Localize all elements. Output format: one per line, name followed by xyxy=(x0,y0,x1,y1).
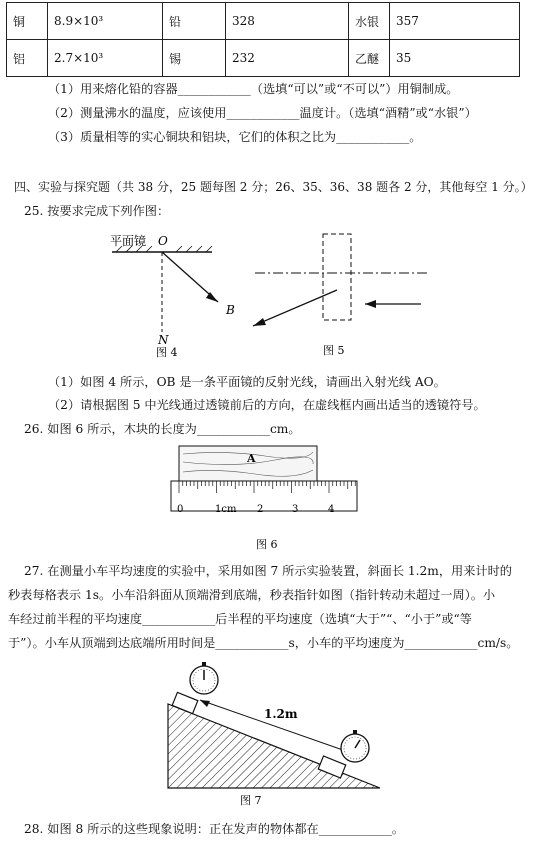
prev-question-part-1: （1）用来熔化铅的容器____________（选填“可以”或“不可以”）用铜制成。 xyxy=(48,82,459,96)
properties-table xyxy=(6,2,520,77)
ruler-tick-label: 4 xyxy=(328,504,335,515)
q25-part-1: （1）如图 4 所示，OB 是一条平面镜的反射光线，请画出入射光线 AO。 xyxy=(48,375,446,389)
table-cell: 2.7×10³ xyxy=(48,40,163,77)
mirror-label: 平面镜 xyxy=(110,234,147,248)
ruler-tick-label: 1cm xyxy=(215,504,237,515)
normal-n-label: N xyxy=(158,333,169,347)
ruler-tick-label: 3 xyxy=(292,504,299,515)
figure-7-incline xyxy=(160,660,390,810)
point-b-label: B xyxy=(226,303,235,317)
block-a-label: A xyxy=(247,452,256,465)
table-cell: 铅 xyxy=(163,3,226,40)
light-ray-in xyxy=(253,290,337,326)
ray-arrow-out xyxy=(365,300,376,308)
lens-dashed-box xyxy=(323,234,351,320)
figure-4-mirror xyxy=(100,230,235,360)
figure-7-caption: 图 7 xyxy=(240,794,262,807)
ruler-tick-label: 0 xyxy=(177,504,184,515)
figure-6-ruler xyxy=(165,442,365,554)
table-cell: 328 xyxy=(226,3,349,40)
q27-line-4: 于”）。小车从顶端到达底端所用时间是____________s，小车的平均速度为____________cm/s。 xyxy=(8,636,519,650)
table-row xyxy=(7,40,520,77)
stopwatch-start xyxy=(190,662,218,694)
figure-5-lens-box xyxy=(245,230,435,360)
prev-question-part-2: （2）测量沸水的温度，应该使用____________温度计。（选填“酒精”或“水银”） xyxy=(48,106,477,120)
section-heading: 四、实验与探究题（共 38 分，25 题每图 2 分；26、35、36、38 题各 2 分，其他每空 1 分。） xyxy=(14,180,533,194)
q27-line-3: 车经过前半程的平均速度____________后半程的平均速度（选填“大于”“、“小于”或“等 xyxy=(8,612,472,626)
arrow-head-top xyxy=(200,700,210,707)
table-cell: 357 xyxy=(390,3,520,40)
ruler-tick-label: 2 xyxy=(257,504,264,515)
table-cell: 锡 xyxy=(163,40,226,77)
figure-4-caption: 图 4 xyxy=(156,346,178,359)
q28-text: 28. 如图 8 所示的这些现象说明：正在发声的物体都在____________。 xyxy=(24,822,405,836)
q26-text: 26. 如图 6 所示，木块的长度为____________cm。 xyxy=(24,422,301,436)
table-cell: 35 xyxy=(390,40,520,77)
figure-6-caption: 图 6 xyxy=(256,538,278,551)
q25-intro: 25. 按要求完成下列作图： xyxy=(24,204,170,218)
figure-5-caption: 图 5 xyxy=(323,344,345,357)
incline-length-label: 1.2m xyxy=(264,707,298,721)
table-cell: 232 xyxy=(226,40,349,77)
table-cell: 水银 xyxy=(349,3,390,40)
prev-question-part-3: （3）质量相等的实心铜块和铝块，它们的体积之比为____________。 xyxy=(48,130,422,144)
table-cell: 铝 xyxy=(7,40,48,77)
table-cell: 铜 xyxy=(7,3,48,40)
point-o-label: O xyxy=(158,234,168,248)
q25-part-2: （2）请根据图 5 中光线通过透镜前后的方向，在虚线框内画出适当的透镜符号。 xyxy=(48,398,486,412)
q27-line-2: 秒表每格表示 1s。小车沿斜面从顶端滑到底端，秒表指针如图（指针转动未超过一周）。小 xyxy=(8,588,496,602)
table-cell: 8.9×10³ xyxy=(48,3,163,40)
stopwatch-end xyxy=(341,730,369,762)
ray-arrow-in xyxy=(253,318,266,326)
table-cell: 乙醚 xyxy=(349,40,390,77)
q27-line-1: 27. 在测量小车平均速度的实验中，采用如图 7 所示实验装置，斜面长 1.2m，用来计时的 xyxy=(24,564,512,578)
table-row xyxy=(7,3,520,40)
